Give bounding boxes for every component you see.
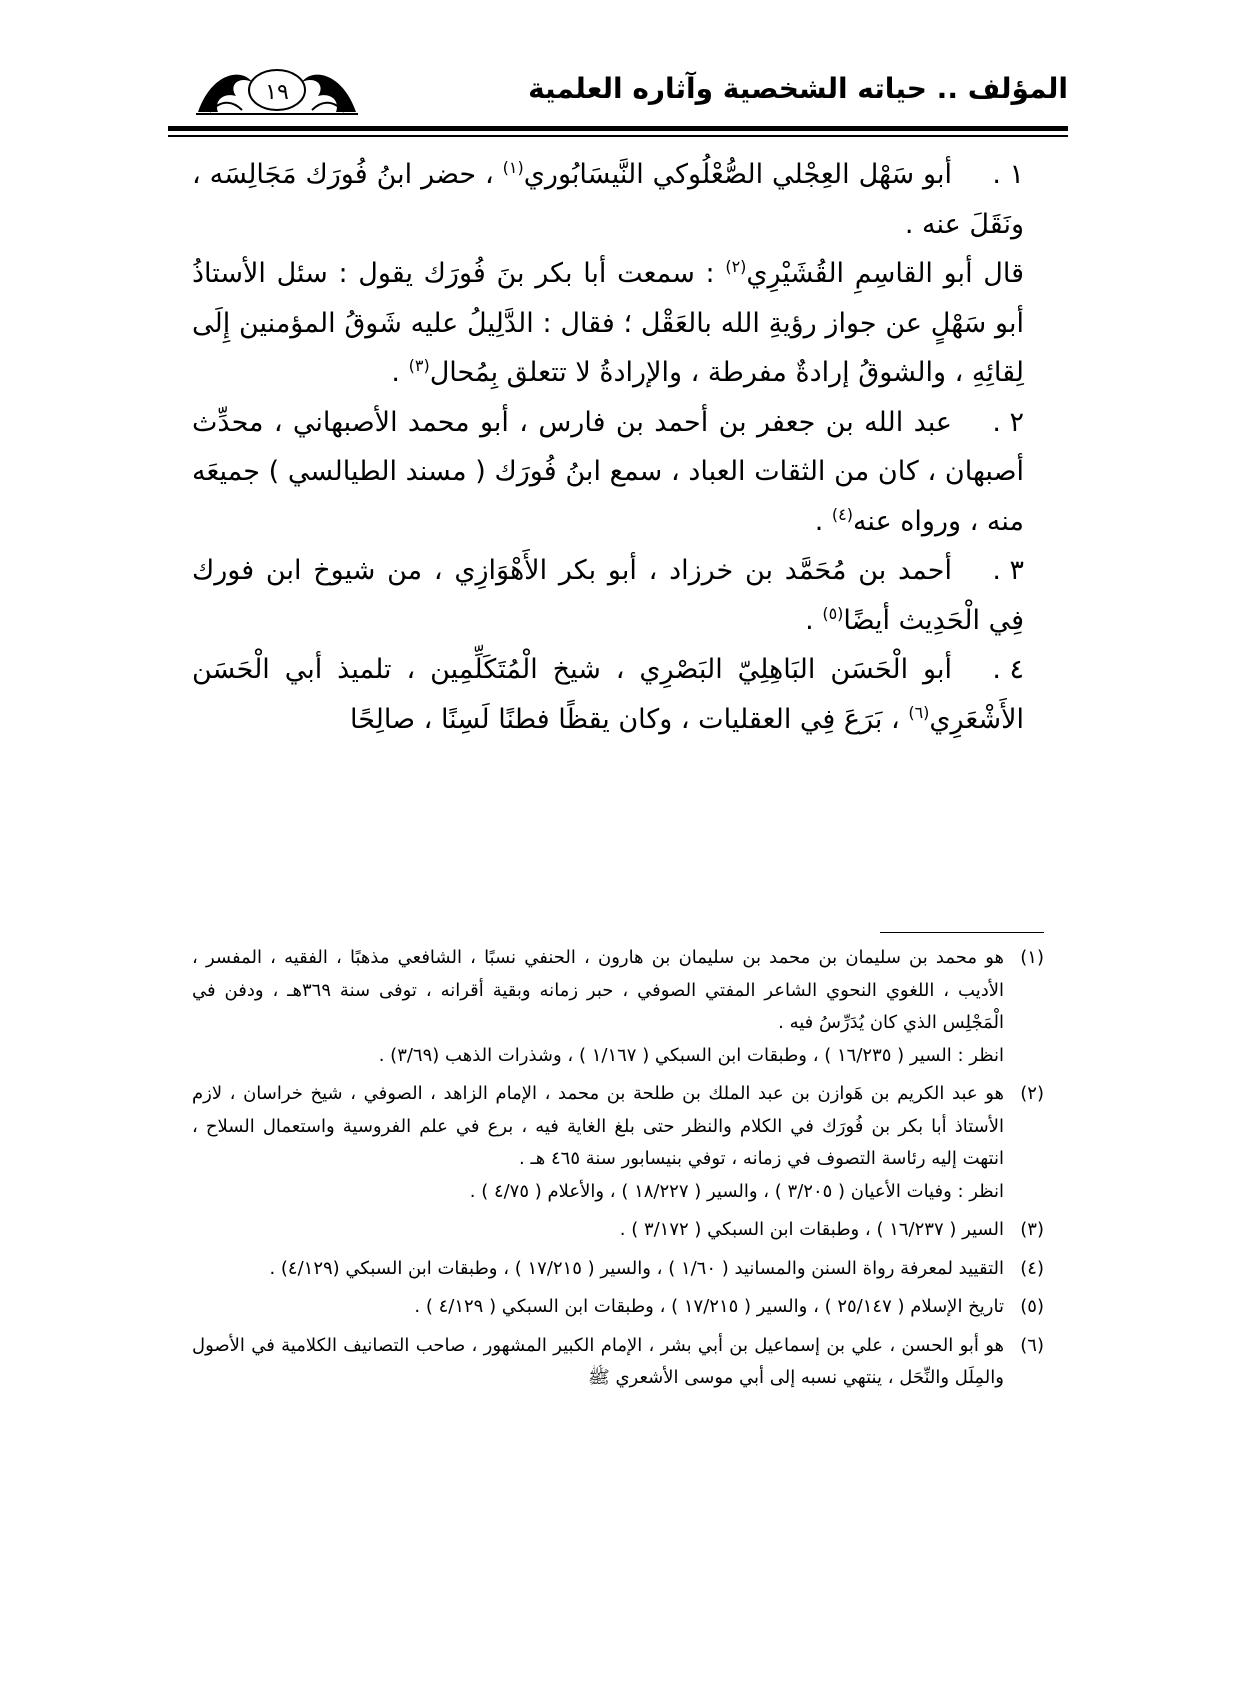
entry-text: عبد الله بن جعفر بن أحمد بن فارس ، أبو محمد الأصبهاني ، محدِّث أصبهان ، كان من الثقات العباد ، سمع ابنُ فُورَك ( مسند الطيالسي ) جميعَه منه ، ورواه عنه xyxy=(192,406,1024,537)
quote-paragraph xyxy=(192,249,1044,398)
main-text xyxy=(192,150,1044,744)
entry-text-tail: ، حضر ابنُ فُورَك مَجَالِسَه ، ونَقَلَ عنه . xyxy=(192,159,1024,240)
entry-number: ١ . xyxy=(992,159,1024,190)
entry-text-tail: . xyxy=(814,505,832,537)
footnote xyxy=(192,1214,1044,1247)
entry-paragraph xyxy=(192,546,1044,645)
footnote-text: انظر : وفيات الأعيان ( ٣/٢٠٥ ) ، والسير ( ١٨/٢٢٧ ) ، والأعلام ( ٤/٧٥ ) . xyxy=(469,1180,1004,1202)
entry-text: أحمد بن مُحَمَّد بن خرزاد ، أبو بكر الأَهْوَازِي ، من شيوخ ابن فورك فِي الْحَدِيث أيضًا xyxy=(192,555,1024,636)
entry-text-tail: . xyxy=(391,357,409,388)
footnote-text: التقييد لمعرفة رواة السنن والمسانيد ( ١/٦٠ ) ، والسير ( ١٧/٢١٥ ) ، وطبقات ابن السبكي (٤/١٢٩) . xyxy=(269,1257,1004,1279)
footnote-ref[interactable]: (٦) xyxy=(908,702,930,722)
entry-paragraph xyxy=(192,150,1044,249)
footnote-ref[interactable]: (١) xyxy=(502,158,524,177)
entry-text: أبو سَهْل العِجْلي الصُّعْلُوكي النَّيسَابُوري xyxy=(523,159,952,190)
footnote-ref[interactable]: (٣) xyxy=(408,356,430,375)
header-rule-thin xyxy=(168,135,1068,137)
footnote-number: (٥) xyxy=(1020,1296,1044,1317)
footnote-number: (١) xyxy=(1020,947,1044,968)
entry-number: ٣ . xyxy=(992,555,1024,586)
running-title: المؤلف .. حياته الشخصية وآثاره العلمية xyxy=(528,72,1068,105)
page-number: ١٩ xyxy=(265,80,289,105)
footnote-ref[interactable]: (٤) xyxy=(831,504,853,524)
footnotes xyxy=(192,942,1044,1401)
footnote-ref[interactable]: (٢) xyxy=(725,257,747,276)
page-header xyxy=(168,62,1068,122)
footnote-text: تاريخ الإسلام ( ٢٥/١٤٧ ) ، والسير ( ١٧/٢١٥ ) ، وطبقات ابن السبكي ( ٤/١٢٩ ) . xyxy=(414,1296,1004,1317)
entry-text: قال أبو القاسِمِ القُشَيْرِي xyxy=(746,258,1024,289)
footnote-text: انظر : السير ( ١٦/٢٣٥ ) ، وطبقات ابن السبكي ( ١/١٦٧ ) ، وشذرات الذهب (٣/٦٩) . xyxy=(378,1044,1004,1066)
footnote-number: (٤) xyxy=(1020,1257,1044,1279)
header-rule-thick xyxy=(168,126,1068,131)
entry-text-tail: ، بَرَعَ فِي العقليات ، وكان يقظًا فطنًا لَسِنًا ، صالِحًا xyxy=(350,703,909,735)
page-number-ornament xyxy=(192,62,362,116)
entry-paragraph xyxy=(192,645,1044,744)
footnote-text: هو محمد بن سليمان بن محمد بن سليمان بن هارون ، الحنفي نسبًا ، الشافعي مذهبًا ، الفقيه ، المفسر ، الأديب ، اللغوي النحوي الشاعر المفتي الصوفي ، حبر زمانه وبقية أقرانه ، توفى سنة ٣٦٩هـ ، ودفن في الْمَجْلِس الذي كان يُدَرِّسُ فيه . xyxy=(192,947,1004,1033)
footnote-text: هو أبو الحسن ، علي بن إسماعيل بن أبي بشر ، الإمام الكبير المشهور ، صاحب التصانيف الكلامية في الأصول والمِلَل والنِّحَل ، ينتهي نسبه إلى أبي موسى الأشعري ﷺ xyxy=(192,1334,1004,1388)
footnote-separator xyxy=(880,932,1044,933)
footnote xyxy=(192,1291,1044,1324)
entry-number: ٢ . xyxy=(992,406,1024,438)
entry-text-tail: : سمعت أبا بكر بنَ فُورَك يقول : سئل الأستاذُ أبو سَهْلٍ عن جواز رؤيةِ الله بالعَقْل ؛ فقال : الدَّلِيلُ عليه شَوقُ المؤمنين إِلَى لِقائِهِ ، والشوقُ إرادةٌ مفرطة ، والإرادةُ لا تتعلق بِمُحال xyxy=(192,258,1024,388)
footnote-number: (٦) xyxy=(1020,1334,1044,1356)
footnote-text: هو عبد الكريم بن هَوازن بن عبد الملك بن طلحة بن محمد ، الإمام الزاهد ، الصوفي ، شيخ خراسان ، لازم الأستاذ أبا بكر بن فُورَك في الكلام والنظر حتى بلغ الغاية فيه ، برع في علم الفروسية واستعمال السلاح ، انتهت إليه رئاسة التصوف في زمانه ، توفي بنيسابور سنة ٤٦٥ هـ . xyxy=(192,1083,1004,1169)
footnote-number: (٣) xyxy=(1020,1219,1044,1240)
entry-text: أبو الْحَسَن البَاهِلِيّ البَصْرِي ، شيخ الْمُتَكَلِّمِين ، تلميذ أبي الْحَسَن الأَشْعَرِي xyxy=(192,654,1024,735)
footnote xyxy=(192,1253,1044,1286)
entry-text-tail: . xyxy=(805,604,823,636)
entry-number: ٤ . xyxy=(992,654,1024,685)
entry-paragraph xyxy=(192,398,1044,547)
footnote xyxy=(192,942,1044,1072)
footnote-number: (٢) xyxy=(1020,1083,1044,1104)
footnote xyxy=(192,1330,1044,1395)
footnote xyxy=(192,1078,1044,1208)
footnote-ref[interactable]: (٥) xyxy=(822,603,844,623)
footnote-text: السير ( ١٦/٢٣٧ ) ، وطبقات ابن السبكي ( ٣/١٧٢ ) . xyxy=(619,1219,1004,1240)
